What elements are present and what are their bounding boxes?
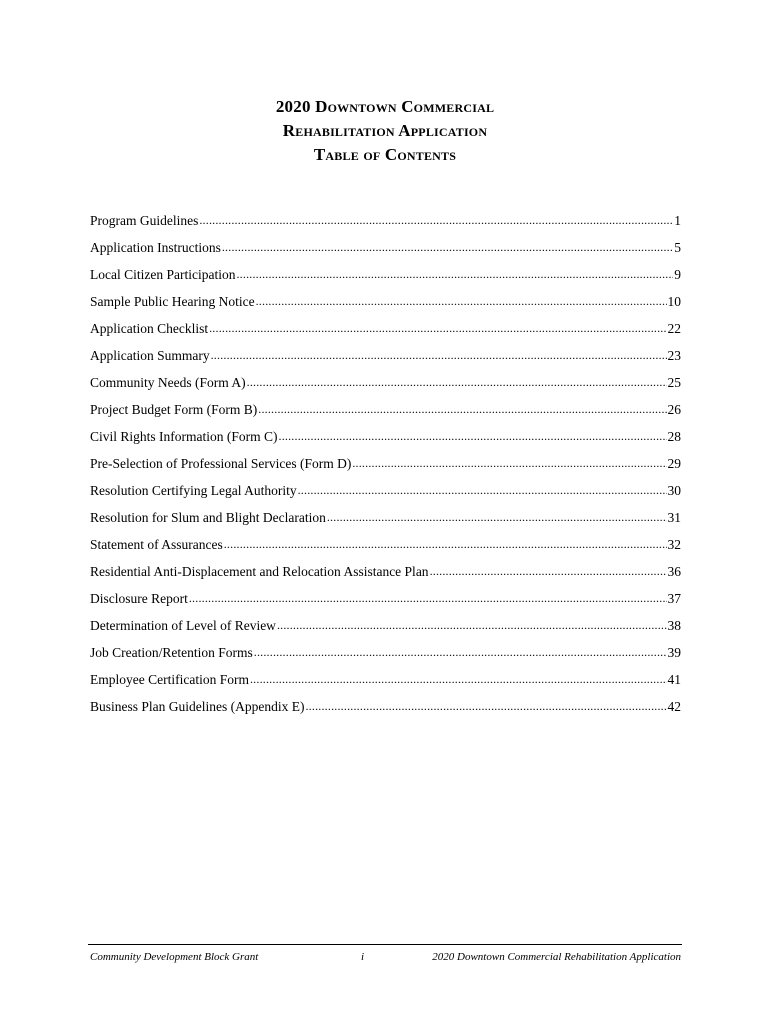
toc-entry[interactable] xyxy=(90,345,681,372)
toc-dot-leader xyxy=(256,290,667,312)
toc-entry-page-number: 30 xyxy=(667,483,681,498)
page-footer xyxy=(90,949,681,965)
toc-entry-page-number: 9 xyxy=(674,267,681,282)
toc-entry-label: Disclosure Report xyxy=(90,591,188,606)
toc-entry-page-number: 36 xyxy=(667,564,681,579)
toc-entry-label: Determination of Level of Review xyxy=(90,618,276,633)
toc-entry-page-number: 31 xyxy=(667,510,681,525)
toc-entry-label: Business Plan Guidelines (Appendix E) xyxy=(90,699,305,714)
title-line-1: 2020 Downtown Commercial xyxy=(275,97,495,116)
toc-entry[interactable] xyxy=(90,291,681,318)
toc-entry-label: Local Citizen Participation xyxy=(90,267,236,282)
toc-entry-page-number: 41 xyxy=(667,672,681,687)
toc-entry-page-number: 42 xyxy=(667,699,681,714)
toc-dot-leader xyxy=(352,452,666,474)
toc-entry-label: Sample Public Hearing Notice xyxy=(90,294,255,309)
toc-entry-page-number: 37 xyxy=(667,591,681,606)
document-title xyxy=(0,95,770,167)
toc-entry-label: Resolution for Slum and Blight Declaration xyxy=(90,510,326,525)
page-number: i xyxy=(361,951,365,963)
toc-entry[interactable] xyxy=(90,210,681,237)
toc-entry[interactable] xyxy=(90,507,681,534)
toc-dot-leader xyxy=(305,695,666,717)
footer-left-text: Community Development Block Grant xyxy=(90,951,259,963)
toc-entry-page-number: 32 xyxy=(667,537,681,552)
toc-dot-leader xyxy=(209,317,666,339)
toc-dot-leader xyxy=(254,641,667,663)
toc-entry-page-number: 25 xyxy=(667,375,681,390)
toc-dot-leader xyxy=(430,560,667,582)
toc-entry[interactable] xyxy=(90,372,681,399)
toc-entry[interactable] xyxy=(90,669,681,696)
toc-entry-page-number: 10 xyxy=(667,294,681,309)
toc-entry-page-number: 29 xyxy=(667,456,681,471)
toc-entry-page-number: 38 xyxy=(667,618,681,633)
toc-entry[interactable] xyxy=(90,588,681,615)
toc-entry[interactable] xyxy=(90,534,681,561)
toc-dot-leader xyxy=(199,209,673,231)
toc-dot-leader xyxy=(327,506,667,528)
toc-dot-leader xyxy=(189,587,667,609)
toc-entry-page-number: 22 xyxy=(667,321,681,336)
toc-dot-leader xyxy=(298,479,667,501)
toc-dot-leader xyxy=(222,236,673,258)
toc-dot-leader xyxy=(258,398,666,420)
toc-entry-page-number: 5 xyxy=(674,240,681,255)
toc-entry[interactable] xyxy=(90,237,681,264)
toc-entry-label: Program Guidelines xyxy=(90,213,199,228)
toc-entry[interactable] xyxy=(90,453,681,480)
toc-entry-page-number: 28 xyxy=(667,429,681,444)
toc-entry-page-number: 26 xyxy=(667,402,681,417)
toc-entry-label: Application Summary xyxy=(90,348,210,363)
table-of-contents xyxy=(90,210,681,723)
toc-entry-label: Application Checklist xyxy=(90,321,209,336)
toc-entry-label: Statement of Assurances xyxy=(90,537,223,552)
toc-dot-leader xyxy=(247,371,667,393)
toc-dot-leader xyxy=(250,668,667,690)
title-line-2: Rehabilitation Application xyxy=(282,121,488,140)
toc-entry[interactable] xyxy=(90,615,681,642)
title-line-3: Table of Contents xyxy=(313,145,457,164)
toc-dot-leader xyxy=(236,263,673,285)
toc-entry-label: Pre-Selection of Professional Services (Form D) xyxy=(90,456,352,471)
toc-entry-label: Resolution Certifying Legal Authority xyxy=(90,483,297,498)
toc-entry-page-number: 1 xyxy=(674,213,681,228)
toc-entry-label: Application Instructions xyxy=(90,240,221,255)
toc-entry-label: Civil Rights Information (Form C) xyxy=(90,429,278,444)
toc-entry[interactable] xyxy=(90,426,681,453)
toc-entry-page-number: 23 xyxy=(667,348,681,363)
footer-divider xyxy=(88,944,682,945)
toc-entry-page-number: 39 xyxy=(667,645,681,660)
toc-dot-leader xyxy=(224,533,667,555)
toc-entry[interactable] xyxy=(90,318,681,345)
toc-entry[interactable] xyxy=(90,264,681,291)
toc-entry-label: Project Budget Form (Form B) xyxy=(90,402,258,417)
toc-entry-label: Community Needs (Form A) xyxy=(90,375,246,390)
toc-entry-label: Residential Anti-Displacement and Relocation Assistance Plan xyxy=(90,564,429,579)
toc-entry[interactable] xyxy=(90,642,681,669)
toc-entry[interactable] xyxy=(90,696,681,723)
toc-entry[interactable] xyxy=(90,480,681,507)
toc-entry-label: Job Creation/Retention Forms xyxy=(90,645,253,660)
toc-dot-leader xyxy=(279,425,667,447)
toc-dot-leader xyxy=(211,344,667,366)
toc-entry-label: Employee Certification Form xyxy=(90,672,249,687)
toc-entry[interactable] xyxy=(90,399,681,426)
toc-entry[interactable] xyxy=(90,561,681,588)
toc-dot-leader xyxy=(277,614,667,636)
footer-right-text: 2020 Downtown Commercial Rehabilitation Application xyxy=(432,951,681,963)
